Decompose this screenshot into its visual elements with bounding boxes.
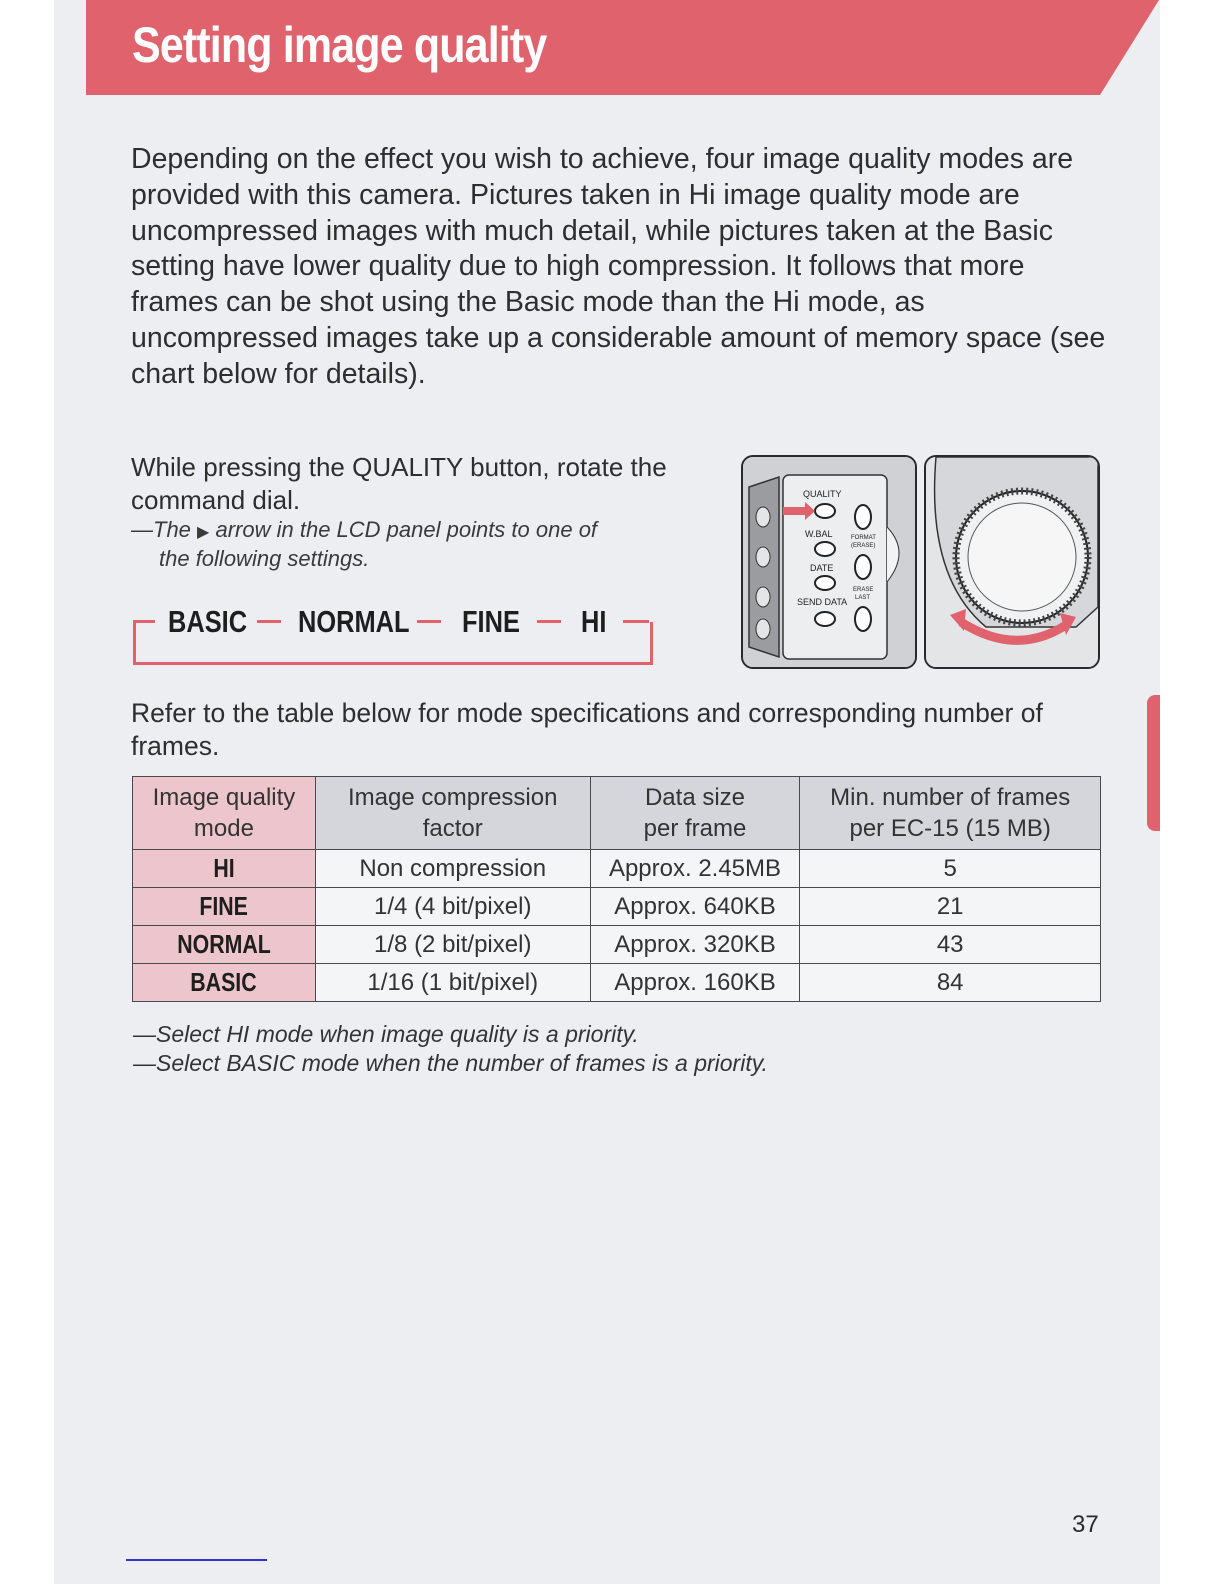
section-tab-marker [1147, 695, 1160, 831]
cell-compression: 1/4 (4 bit/pixel) [315, 888, 590, 926]
cell-size: Approx. 640KB [590, 888, 800, 926]
arrow-icon: ▶ [197, 524, 210, 541]
cell-size: Approx. 320KB [590, 926, 800, 964]
camera-buttons-illustration [741, 455, 917, 669]
command-dial-drawing [926, 457, 1098, 667]
lcd-note [131, 515, 731, 571]
table-row [133, 926, 1101, 964]
cell-mode: BASIC [133, 964, 316, 1002]
cell-mode: FINE [133, 888, 316, 926]
cell-size: Approx. 160KB [590, 964, 800, 1002]
mode-spec-table [132, 776, 1101, 1002]
cell-compression: Non compression [315, 850, 590, 888]
footnote-basic: —Select BASIC mode when the number of frames is a priority. [133, 1050, 768, 1076]
cell-frames: 84 [800, 964, 1101, 1002]
command-dial-illustration [924, 455, 1100, 669]
cell-compression: 1/16 (1 bit/pixel) [315, 964, 590, 1002]
label-format: FORMAT [851, 535, 876, 541]
table-row [133, 964, 1101, 1002]
camera-buttons-drawing [743, 457, 915, 667]
table-header-row [133, 777, 1101, 850]
label-date: DATE [810, 563, 834, 573]
label-erase-sub: LAST [855, 595, 871, 601]
note-line2: the following settings. [159, 546, 370, 571]
refer-text: Refer to the table below for mode specifications and corresponding number of frames. [131, 698, 1043, 761]
header-compression: Image compression factor [315, 777, 590, 850]
label-format-sub: (ERASE) [851, 543, 876, 549]
cell-frames: 43 [800, 926, 1101, 964]
note-prefix: —The [131, 517, 191, 542]
cycle-label-fine: FINE [462, 604, 520, 639]
cell-mode: NORMAL [133, 926, 316, 964]
cycle-cap-left [133, 620, 155, 623]
note-line1: arrow in the LCD panel points to one of [215, 517, 598, 542]
bottom-rule [126, 1559, 267, 1561]
table-row [133, 850, 1101, 888]
cycle-connector [257, 620, 281, 623]
cycle-cap-right [623, 620, 649, 623]
cycle-label-basic: BASIC [168, 604, 248, 639]
header-data-size: Data size per frame [590, 777, 800, 850]
cell-frames: 21 [800, 888, 1101, 926]
table-row [133, 888, 1101, 926]
header-min-frames: Min. number of frames per EC-15 (15 MB) [800, 777, 1101, 850]
cell-mode: HI [133, 850, 316, 888]
intro-paragraph: Depending on the effect you wish to achieve, four image quality modes are provided with this camera. Pictures taken in Hi image quality mode are uncompressed images with much detail, while pictures taken at the Basic setting have lower quality due to high compression. It follows that more frames can be shot using the Basic mode than the Hi mode, as uncompressed images take up a considerable amount of memory space (see chart below for details). [131, 143, 1106, 390]
page-title: Setting image quality [132, 17, 547, 73]
mode-cycle-diagram [131, 604, 651, 666]
instruction-text: While pressing the QUALITY button, rotate the command dial. [131, 452, 667, 515]
header-mode: Image quality mode [133, 777, 316, 850]
label-quality: QUALITY [803, 489, 842, 499]
cell-frames: 5 [800, 850, 1101, 888]
page-number: 37 [1072, 1511, 1099, 1538]
label-wbal: W.BAL [805, 529, 833, 539]
cycle-label-hi: HI [581, 604, 607, 639]
label-erase: ERASE [853, 587, 874, 593]
cycle-label-normal: NORMAL [298, 604, 410, 639]
label-send-data: SEND DATA [797, 597, 848, 607]
cell-compression: 1/8 (2 bit/pixel) [315, 926, 590, 964]
cell-size: Approx. 2.45MB [590, 850, 800, 888]
cycle-connector [417, 620, 441, 623]
cycle-connector [537, 620, 561, 623]
footnotes [133, 1020, 1033, 1078]
footnote-hi: —Select HI mode when image quality is a priority. [133, 1021, 639, 1047]
